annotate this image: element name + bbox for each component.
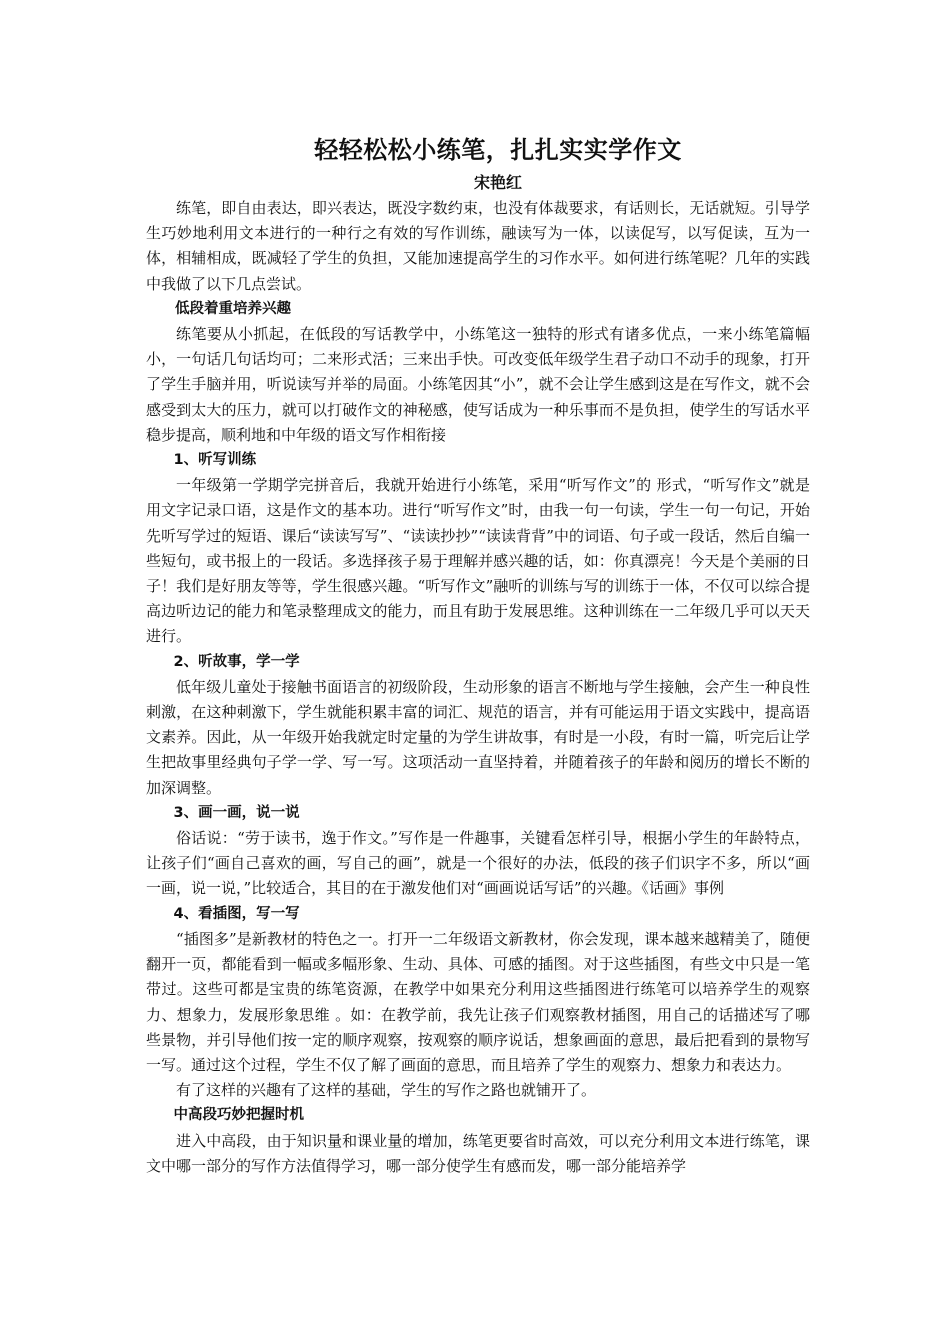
subsection-heading-drawing: 3、画一画，说一说 [173,804,300,821]
closing-paragraph: 有了这样的兴趣有了这样的基础，学生的写作之路也就铺开了。 [176,1081,597,1100]
intro-paragraph: 练笔，即自由表达，即兴表达，既没字数约束，也没有体裁要求，有话则长，无话就短。引导学生巧妙地利用文本进行的一种行之有效的写作训练，融读写为一体，以读促写，以写促读，互为一体，相辅相成，既减轻了学生的负担，又能加速提高学生的习作水平。如何进行练笔呢？几年的实践中我做了以下几点尝试。 [146,199,810,293]
subsection-heading-stories: 2、听故事，学一学 [173,653,300,670]
document-page [146,130,810,1179]
subsection-body-dictation: 一年级第一学期学完拼音后，我就开始进行小练笔，采用“听写作文”的 形式，“听写作文”就是用文字记录口语，这是作文的基本功。进行“听写作文”时，由我一句一句读，学生一句一句记，开始先听写学过的短语、课后“读读写写”、“读读抄抄”“读读背背”中的词语、句子或一段话，然后自编一些短句，或书报上的一段话。多选择孩子易于理解并感兴趣的话，如：你真漂亮！今天是个美丽的日子！我们是好朋友等等，学生很感兴趣。“听写作文”融听的训练与写的训练于一体，不仅可以综合提高边听边记的能力和笔录整理成文的能力，而且有助于发展思维。这种训练在一二年级几乎可以天天进行。 [146,476,810,646]
section-body-lower-grades: 练笔要从小抓起，在低段的写话教学中，小练笔这一独特的形式有诸多优点，一来小练笔篇幅小，一句话几句话均可；二来形式活；三来出手快。可改变低年级学生君子动口不动手的现象，打开了学生手脑并用，听说读写并举的局面。小练笔因其“小”，就不会让学生感到这是在写作文，就不会感受到太大的压力，就可以打破作文的神秘感，使写话成为一种乐事而不是负担，使学生的写话水平稳步提高，顺利地和中年级的语文写作相衔接 [146,325,810,444]
subsection-body-stories: 低年级儿童处于接触书面语言的初级阶段，生动形象的语言不断地与学生接触，会产生一种良性刺激，在这种刺激下，学生就能积累丰富的词汇、规范的语言，并有可能运用于语文实践中，提高语文素养。因此，从一年级开始我就定时定量的为学生讲故事，有时是一小段，有时一篇，听完后让学生把故事里经典句子学一学、写一写。这项活动一直坚持着，并随着孩子的年龄和阅历的增长不断的加深调整。 [146,677,810,797]
author-name: 宋艳红 [473,173,522,192]
subsection-body-drawing: 俗话说：“劳于读书，逸于作文。”写作是一件趣事，关键看怎样引导，根据小学生的年龄特点，让孩子们“画自己喜欢的画，写自己的画”，就是一个很好的办法，低段的孩子们识字不多，所以“画一画，说一说，”比较适合，其目的在于激发他们对“画画说话写话”的兴趣。《话画》事例 [146,829,810,898]
subsection-body-illustrations: “插图多”是新教材的特色之一。打开一二年级语文新教材，你会发现，课本越来越精美了，随便翻开一页，都能看到一幅或多幅形象、生动、具体、可感的插图。对于这些插图，有些文中只是一笔带过。这些可都是宝贵的练笔资源，在教学中如果充分利用这些插图进行练笔可以培养学生的观察力、想象力，发展形象思维 。如：在教学前，我先让孩子们观察教材插图，用自己的话描述写了哪些景物，并引导他们按一定的顺序观察，按观察的顺序说话，想象画面的意思，最后把看到的景物写一写。通过这个过程，学生不仅了解了画面的意思，而且培养了学生的观察力、想象力和表达力。 [146,929,810,1074]
section-heading-upper-grades: 中高段巧妙把握时机 [173,1107,305,1124]
subsection-heading-dictation: 1、听写训练 [173,452,257,469]
section-heading-lower-grades: 低段着重培养兴趣 [175,300,291,317]
subsection-heading-illustrations: 4、看插图，写一写 [173,905,300,922]
section-body-upper-grades: 进入中高段，由于知识量和课业量的增加，练笔更要省时高效，可以充分利用文本进行练笔，课文中哪一部分的写作方法值得学习，哪一部分使学生有感而发，哪一部分能培养学 [146,1131,810,1175]
document-title: 轻轻松松小练笔，扎扎实实学作文 [314,136,682,164]
